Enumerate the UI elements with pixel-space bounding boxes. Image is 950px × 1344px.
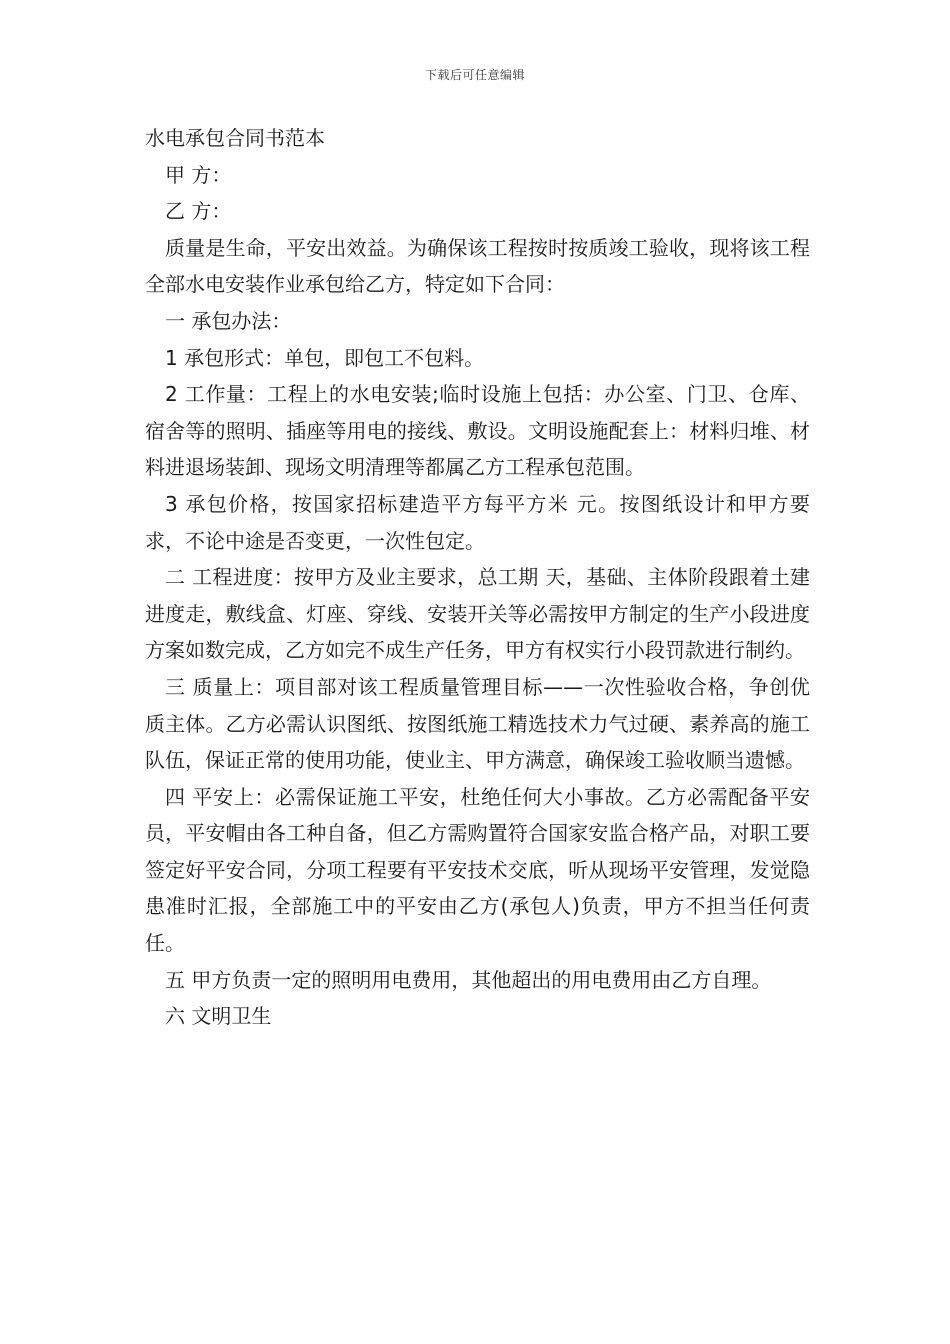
party-b-line: 乙 方： (165, 199, 232, 224)
party-a-line: 甲 方： (165, 162, 232, 187)
section-4-paragraph: 四 平安上：必需保证施工平安，杜绝任何大小事故。乙方必需配备平安员，平安帽由各工种自备，但乙方需购置符合国家安监合格产品，对职工要签定好平安合同，分项工程要有平安技术交底，听从现场平安管理，发觉隐患准时汇报，全部施工中的平安由乙方(承包人)负责，甲方不担当任何责任。 (145, 784, 810, 956)
clause-1-1: 1 承包形式：单包，即包工不包料。 (165, 345, 485, 370)
section-1-heading: 一 承包办法： (165, 308, 292, 333)
preamble-paragraph: 质量是生命，平安出效益。为确保该工程按时按质竣工验收，现将该工程全部水电安装作业承包给乙方，特定如下合同： (145, 235, 810, 297)
section-5-paragraph: 五 甲方负责一定的照明用电费用，其他超出的用电费用由乙方自理。 (165, 967, 772, 992)
section-3-paragraph: 三 质量上：项目部对该工程质量管理目标——一次性验收合格，争创优质主体。乙方必需认识图纸、按图纸施工精选技术力气过硬、素养高的施工队伍，保证正常的使用功能，使业主、甲方满意，确保竣工验收顺当遗憾。 (145, 674, 810, 773)
document-body (145, 120, 810, 1035)
clause-1-3: 3 承包价格，按国家招标建造平方每平方米 元。按图纸设计和甲方要求，不论中途是否变更，一次性包定。 (145, 491, 810, 553)
document-title: 水电承包合同书范本 (145, 126, 325, 150)
section-6-heading: 六 文明卫生 (165, 1004, 272, 1029)
clause-1-2: 2 工作量：工程上的水电安装;临时设施上包括：办公室、门卫、仓库、宿舍等的照明、插座等用电的接线、敷设。文明设施配套上：材料归堆、材料进退场装卸、现场文明清理等都属乙方工程承包范围。 (145, 382, 810, 480)
section-2-paragraph: 二 工程进度：按甲方及业主要求，总工期 天，基础、主体阶段跟着土建进度走，敷线盒、灯座、穿线、安装开关等必需按甲方制定的生产小段进度方案如数完成，乙方如完不成生产任务，甲方有权实行小段罚款进行制约。 (145, 565, 810, 663)
page-header-note: 下载后可任意编辑 (424, 68, 525, 82)
